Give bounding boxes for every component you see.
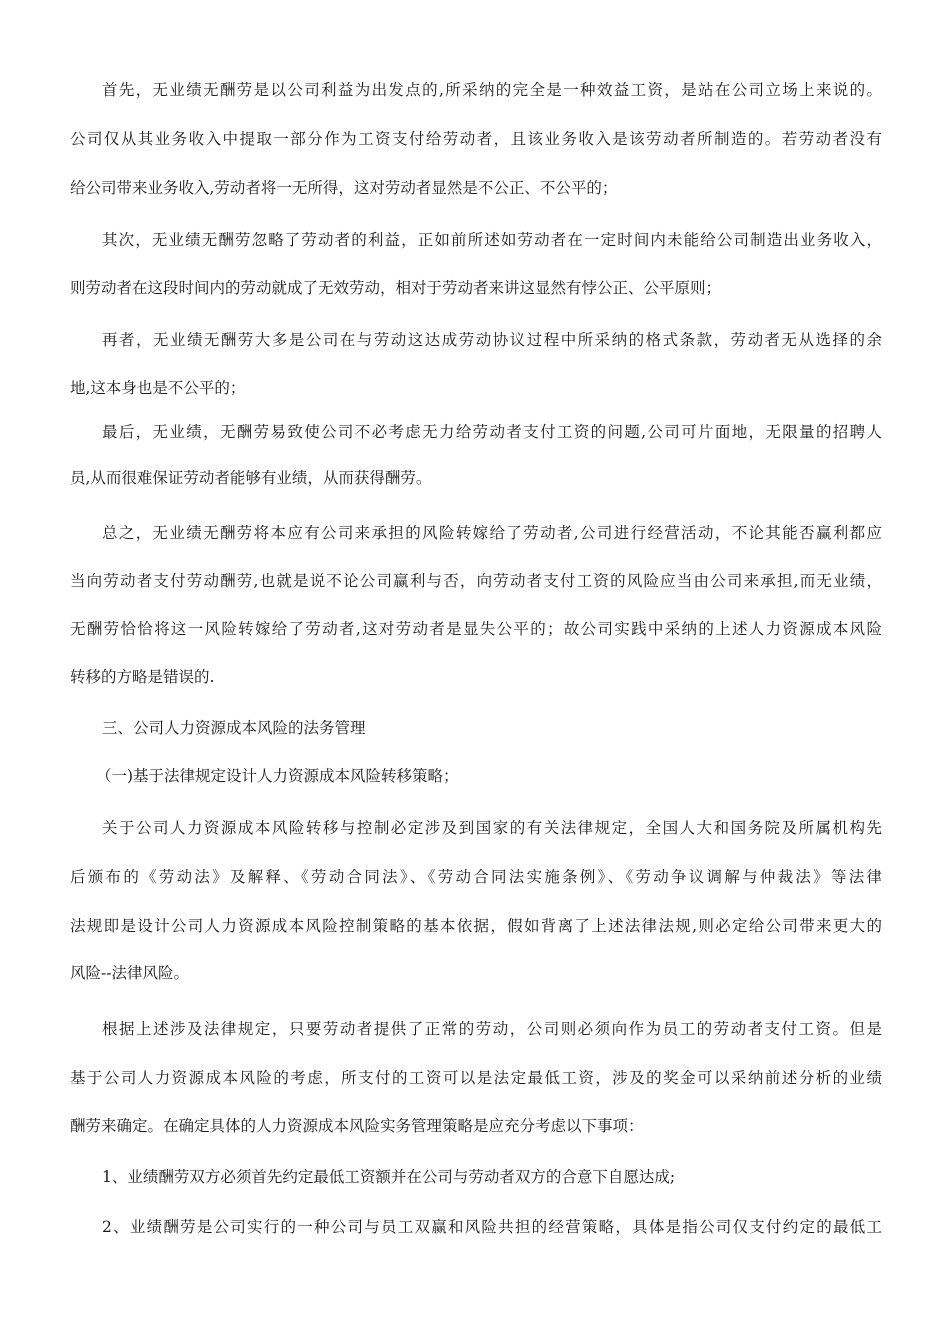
paragraph-line: 基于公司人力资源成本风险的考虑，所支付的工资可以是法定最低工资，涉及的奖金可以采纳前述分析的业绩 — [70, 1069, 882, 1087]
paragraph-line: 后颁布的《劳动法》及解释、《劳动合同法》、《劳动合同法实施条例》、《劳动争议调解与仲裁法》等法律 — [70, 868, 882, 886]
paragraph-line: 其次，无业绩无酬劳忽略了劳动者的利益，正如前所述如劳动者在一定时间内未能给公司制造出业务收入， — [102, 231, 882, 249]
paragraph-line: 无酬劳恰恰将这一风险转嫁给了劳动者,这对劳动者是显失公平的；故公司实践中采纳的上述人力资源成本风险 — [70, 620, 882, 638]
paragraph-line: 转移的方略是错误的. — [70, 668, 215, 686]
paragraph-line: 给公司带来业务收入,劳动者将一无所得，这对劳动者显然是不公正、不公平的； — [70, 179, 618, 197]
paragraph-line: 当向劳动者支付劳动酬劳,也就是说不论公司赢利与否，向劳动者支付工资的风险应当由公司来承担,而无业绩， — [70, 572, 882, 590]
list-item: 1、业绩酬劳双方必须首先约定最低工资额并在公司与劳动者双方的合意下自愿达成; — [102, 1168, 676, 1186]
paragraph-line: 首先，无业绩无酬劳是以公司利益为出发点的,所采纳的完全是一种效益工资，是站在公司立场上来说的。 — [102, 81, 882, 99]
paragraph-line: 公司仅从其业务收入中提取一部分作为工资支付给劳动者，且该业务收入是该劳动者所制造的。若劳动者没有 — [70, 130, 882, 148]
paragraph-line: 地,这本身也是不公平的； — [70, 379, 246, 397]
paragraph-line: 则劳动者在这段时间内的劳动就成了无效劳动，相对于劳动者来讲这显然有悖公正、公平原则； — [70, 279, 722, 297]
paragraph-line: 最后，无业绩，无酬劳易致使公司不必考虑无力给劳动者支付工资的问题,公司可片面地，无限量的招聘人 — [102, 423, 882, 441]
paragraph-line: 再者，无业绩无酬劳大多是公司在与劳动这达成劳动协议过程中所采纳的格式条款，劳动者无从选择的余 — [102, 331, 882, 349]
paragraph-line: 总之，无业绩无酬劳将本应有公司来承担的风险转嫁给了劳动者,公司进行经营活动，不论其能否赢利都应 — [102, 524, 882, 542]
section-heading: 三、公司人力资源成本风险的法务管理 — [102, 719, 366, 737]
paragraph-line: 法规即是设计公司人力资源成本风险控制策略的基本依据，假如背离了上述法律法规,则必定给公司带来更大的 — [70, 917, 882, 935]
paragraph-line: 员,从而很难保证劳动者能够有业绩，从而获得酬劳。 — [70, 469, 432, 487]
paragraph-line: 风险--法律风险。 — [70, 964, 189, 982]
paragraph-line: 关于公司人力资源成本风险转移与控制必定涉及到国家的有关法律规定，全国人大和国务院及所属机构先 — [102, 819, 882, 837]
list-item: 2、业绩酬劳是公司实行的一种公司与员工双赢和风险共担的经营策略，具体是指公司仅支付约定的最低工 — [102, 1218, 882, 1236]
subsection-heading: （一)基于法律规定设计人力资源成本风险转移策略； — [96, 767, 459, 785]
paragraph-line: 酬劳来确定。在确定具体的人力资源成本风险实务管理策略是应充分考虑以下事项： — [70, 1117, 644, 1135]
paragraph-line: 根据上述涉及法律规定，只要劳动者提供了正常的劳动，公司则必须向作为员工的劳动者支付工资。但是 — [102, 1020, 882, 1038]
